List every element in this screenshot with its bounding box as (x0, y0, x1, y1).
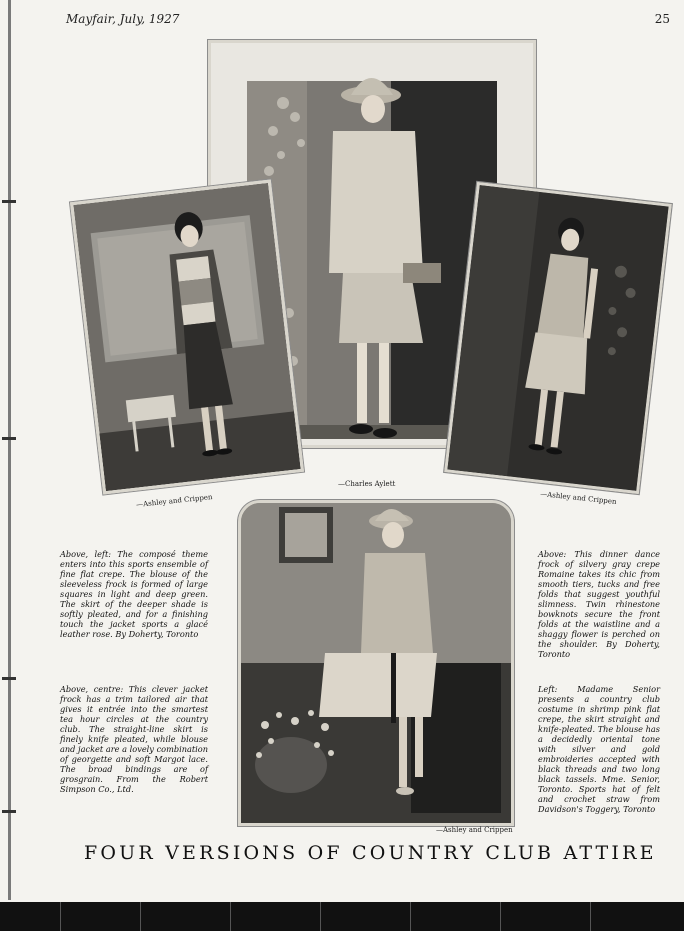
caption-above-right: Above: This dinner dance frock of silvery gray crepe Romaine takes its chic from smooth tiers, tucks and free folds that suggest youthful slimness. Twin rhinestone bowknots secure the front folds at the waistline and a shaggy flower is perched on the shoulder. By Doherty, Toronto (538, 549, 660, 659)
page-title: FOUR VERSIONS OF COUNTRY CLUB ATTIRE (84, 842, 657, 864)
photo-left-compose-ensemble (70, 180, 304, 495)
binding-stitch (2, 437, 16, 440)
page-number: 25 (654, 12, 670, 26)
photo-bottom-image (241, 503, 511, 823)
scan-footer-bar (0, 902, 684, 931)
caption-above-left: Above, left: The composé theme enters into this sports ensemble of fine flat crepe. The blouse of the sleeveless frock is formed of large squares in light and deep green. The skirt of the deeper shade is softly pleated, and for a finishing touch the jacket sports a glacé leather rose. By Doherty, Toronto (60, 549, 208, 639)
spine-binding (8, 0, 11, 900)
binding-stitch (2, 677, 16, 680)
photo-credit-bottom: —Ashley and Crippen (436, 826, 513, 834)
photo-right-dinner-dance-frock (444, 182, 672, 494)
photo-credit-left: —Ashley and Crippen (135, 493, 213, 509)
caption-above-centre: Above, centre: This clever jacket frock has a trim tailored air that gives it entrée into the smartest tea hour circles at the country club. The straight-line skirt is finely knife pleated, while blouse and jacket are a lovely combination of georgette and soft Margot lace. The broad bindings are of grosgrain. From the Robert Simpson Co., Ltd. (60, 684, 208, 794)
photo-right-image (447, 185, 668, 491)
photo-left-image (73, 183, 300, 491)
photo-credit-center: —Charles Aylett (338, 480, 396, 488)
binding-stitch (2, 200, 16, 203)
binding-stitch (2, 810, 16, 813)
photo-credit-right: —Ashley and Crippen (539, 490, 617, 506)
photo-bottom-country-club-costume (238, 500, 514, 826)
caption-left-bottom: Left: Madame Senior presents a country club costume in shrimp pink flat crepe, the skirt straight and knife-pleated. The blouse has a decidedly oriental tone with silver and gold embroideries accepted with black threads and two long black tassels. Mme. Senior, Toronto. Sports hat of felt and crochet straw from Davidson's Toggery, Toronto (538, 684, 660, 814)
running-head: Mayfair, July, 1927 (66, 12, 180, 26)
